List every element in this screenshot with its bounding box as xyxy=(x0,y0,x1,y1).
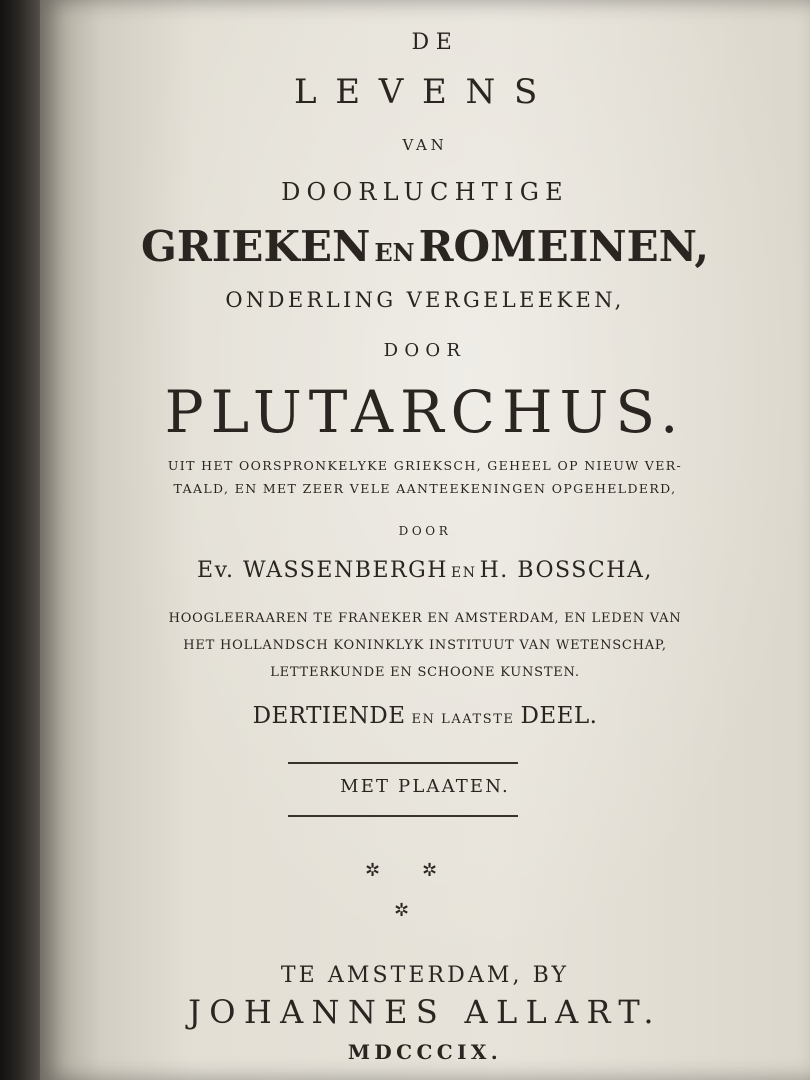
translator-door: DOOR xyxy=(398,524,452,538)
volume-en-laatste: EN LAATSTE xyxy=(411,712,515,727)
subtitle-onderling: ONDERLING VERGELEEKEN, xyxy=(225,288,625,312)
volume-deel: DEEL. xyxy=(520,703,598,729)
affiliation-line1: HOOGLEERAAREN TE FRANEKER EN AMSTERDAM, EN LEDEN VAN xyxy=(168,611,682,626)
affiliation-line2: HET HOLLANDSCH KONINKLYK INSTITUUT VAN WETENSCHAP, xyxy=(183,638,667,653)
imprint-year: MDCCCIX. xyxy=(347,1040,503,1064)
imprint-place: TE AMSTERDAM, BY xyxy=(280,963,570,988)
title-doorluchtige: DOORLUCHTIGE xyxy=(281,178,569,206)
title-grieken-romeinen xyxy=(40,222,810,271)
title-de: DE xyxy=(411,30,459,55)
ornament-icon: ✲ xyxy=(365,860,381,881)
translator-bosscha: H. BOSSCHA, xyxy=(479,558,653,583)
title-en: EN xyxy=(374,238,415,267)
translator-wassenbergh: Ev. WASSENBERGH xyxy=(197,558,449,583)
volume-designation xyxy=(40,703,810,729)
plates-note: MET PLAATEN. xyxy=(340,776,510,797)
title-levens: LEVENS xyxy=(293,72,556,112)
translators xyxy=(40,558,810,583)
ornament-icon: ✲ xyxy=(394,900,410,921)
rule-bottom xyxy=(288,815,518,817)
rule-top xyxy=(288,762,518,764)
ornament-icon: ✲ xyxy=(422,860,438,881)
affiliation-line3: LETTERKUNDE EN SCHOONE KUNSTEN. xyxy=(270,665,580,680)
translation-note-line1: UIT HET OORSPRONKELYKE GRIEKSCH, GEHEEL OP NIEUW VER- xyxy=(167,458,683,473)
translators-en: EN xyxy=(451,565,477,581)
volume-dertiende: DERTIENDE xyxy=(252,703,406,729)
author-name: PLUTARCHUS. xyxy=(164,378,686,446)
title-van: VAN xyxy=(402,136,448,154)
title-romeinen: ROMEINEN, xyxy=(418,222,709,271)
imprint-publisher: JOHANNES ALLART. xyxy=(188,993,662,1031)
byline-door: DOOR xyxy=(383,340,467,361)
title-page xyxy=(40,0,810,1080)
title-grieken: GRIEKEN xyxy=(141,222,371,271)
translation-note-line2: TAALD, EN MET ZEER VELE AANTEEKENINGEN OPGEHELDERD, xyxy=(173,481,677,496)
